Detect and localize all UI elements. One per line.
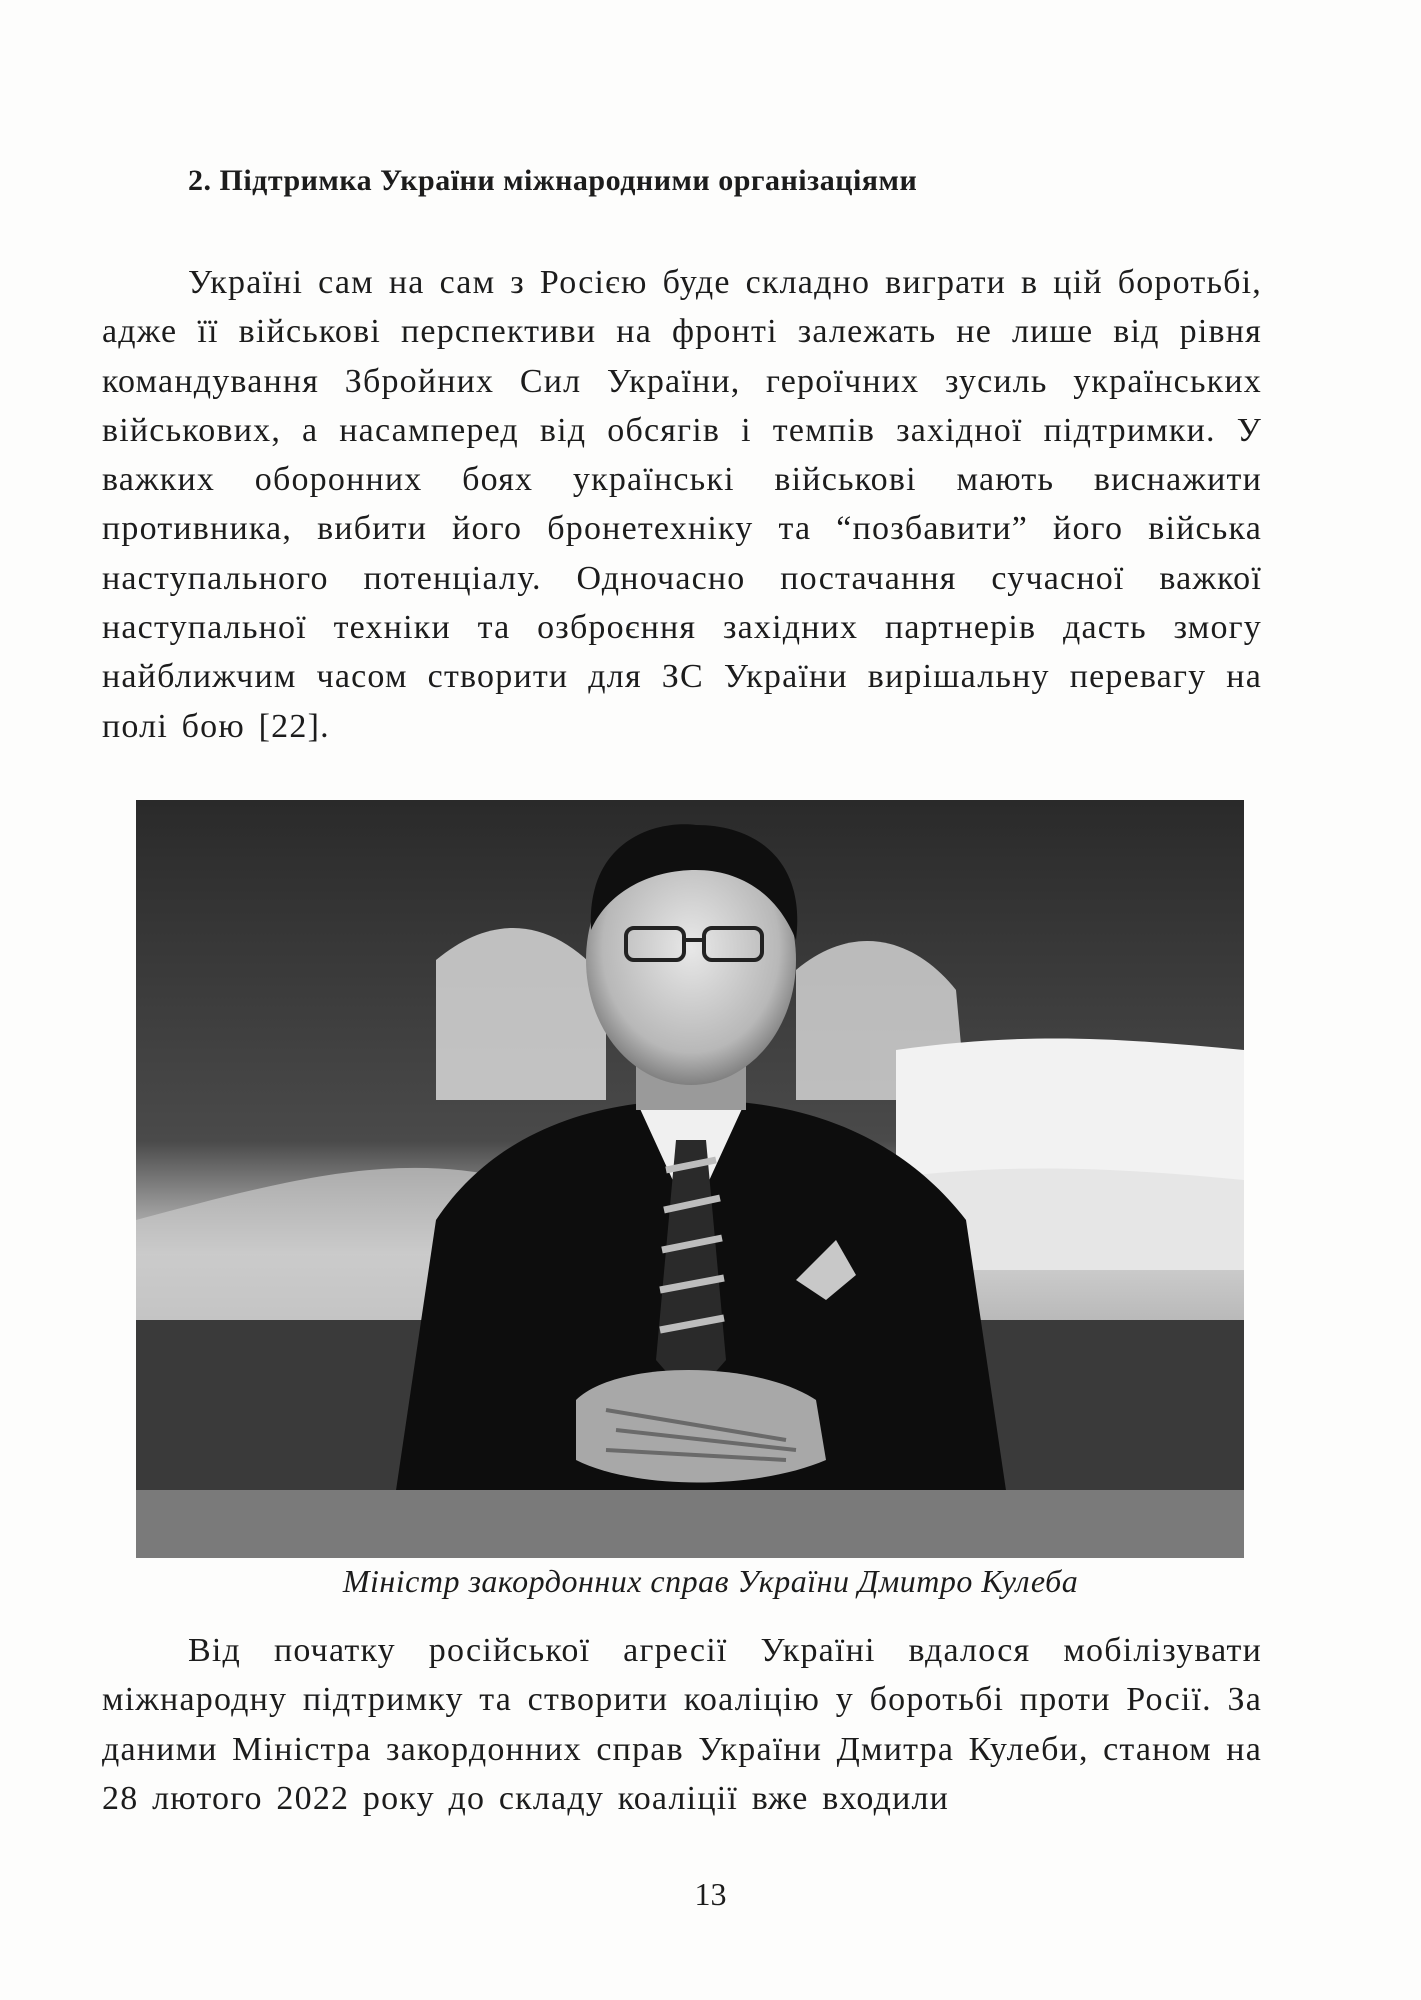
paragraph-2: Від початку російської агресії Україні вдалося мобілізувати міжнародну підтримку та створити коаліцію у боротьбі проти Росії. За даними Міністра закордонних справ України Дмитра Кулеби, станом на 28 лютого 2022 року до складу коаліції вже входили xyxy=(102,1632,1262,1817)
figure-caption: Міністр закордонних справ України Дмитро Кулеба xyxy=(342,1563,1079,1599)
section-heading: 2. Підтримка України міжнародними організаціями xyxy=(188,164,918,197)
page-number: 13 xyxy=(694,1876,727,1912)
portrait-photo xyxy=(136,800,1244,1558)
paragraph-1: Україні сам на сам з Росією буде складно виграти в цій боротьбі, адже її військові перспективи на фронті залежать не лише від рівня командування Збройних Сил України, героїчних зусиль українських військових, а насамперед від обсягів і темпів західної підтримки. У важких оборонних боях українські військові мають виснажити противника, вибити його бронетехніку та “позбавити” його війська наступального потенціалу. Одночасно постачання сучасної важкої наступальної техніки та озброєння західних партнерів дасть змогу найближчим часом створити для ЗС України вирішальну перевагу на полі бою [22]. xyxy=(102,264,1262,745)
